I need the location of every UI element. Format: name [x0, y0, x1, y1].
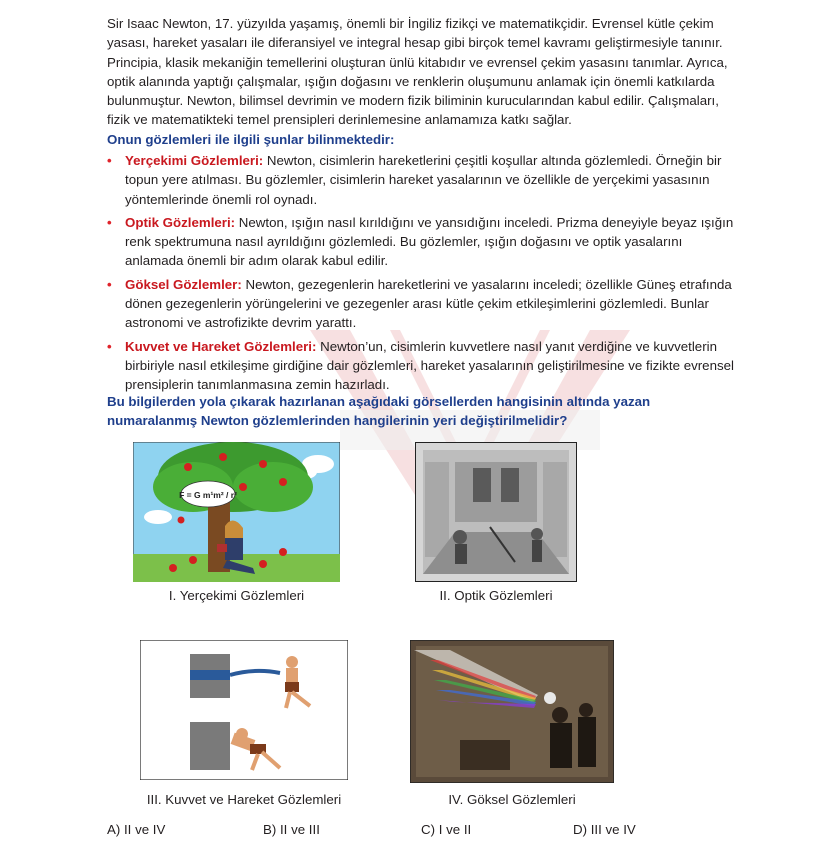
figure-caption: II. Optik Gözlemleri	[439, 588, 553, 603]
observations-list	[107, 151, 739, 399]
figure-caption: I. Yerçekimi Gözlemleri	[168, 588, 305, 603]
observations-heading: Onun gözlemleri ile ilgili şunlar bilinmektedir:	[107, 132, 395, 147]
figure-caption: III. Kuvvet ve Hareket Gözlemleri	[146, 792, 342, 807]
list-item	[107, 213, 739, 271]
answer-option-d[interactable]: D) III ve IV	[573, 822, 636, 837]
intro-paragraph: Sir Isaac Newton, 17. yüzyılda yaşamış, önemli bir İngiliz fizikçi ve matematikçidir. Evrensel kütle çekim yasası, hareket yasaları ile diferansiyel ve integral hesap gibi birçok temel kavramı geliştirmesiyle tanınır. Principia, klasik mekaniğin temellerini oluşturan ünlü kitabıdır ve evrensel çekim yasasını tanımlar. Ayrıca, optik alanında yaptığı çalışmalar, ışığın doğasını ve renklerin oluşumunu anlamak için önemli katkılarda bulunmuştur. Newton, bilimsel devrimin ve modern fizik biliminin kurucularından kabul edilir. Çalışmaları, fizik ve matematikteki temel prensipleri derinlemesine anlamamıza katkı sağlar.	[107, 16, 728, 128]
room-engraving-image	[415, 442, 577, 582]
list-item	[107, 151, 739, 209]
figure-caption: IV. Göksel Gözlemleri	[448, 792, 576, 807]
observation-text: Newton, ışığın nasıl kırıldığını ve yansıdığını inceledi. Prizma deneyiyle beyaz ışığın renk spektrumuna nasıl ayrıldığını gözlemledi. Bu gözlemler, ışığın doğasını ve optik yasalarını anlamada önemli bir adım olarak kabul edilir.	[125, 214, 734, 269]
observation-text: Newton, cisimlerin hareketlerini çeşitli koşullar altında gözlemledi. Örneğin bir topun yere atılması. Bu gözlemler, cisimlerin hareket yasalarının ve özellikle de yerçekimi yasasının yöntemlerinde önemli rol oynadı.	[125, 153, 722, 207]
answer-option-c[interactable]: C) I ve II	[421, 822, 472, 837]
answer-option-b[interactable]: B) II ve III	[263, 822, 320, 837]
observation-text: Newton, gezegenlerin hareketlerini ve yasalarını inceledi; özellikle Güneş etrafında dönen gezegenlerin yörüngelerini ve gezegenler arası kütle çekim etkileşimlerini gözlemledi. Bunlar astronomi ve astrofizikte devrim yarattı.	[125, 276, 732, 331]
question-text: Bu bilgilerden yola çıkarak hazırlanan aşağıdaki görsellerden hangisinin altında yazan numaralanmış Newton gözlemlerinden hangilerinin yeri değiştirilmelidir?	[107, 394, 651, 429]
observation-term: Yerçekimi Gözlemleri:	[125, 153, 264, 168]
prism-experiment-image	[410, 640, 614, 783]
formula-label: F = G m¹m² / r²	[179, 490, 237, 500]
newton-apple-tree-image	[133, 442, 340, 582]
answer-option-a[interactable]: A) II ve IV	[107, 822, 166, 837]
bullet-icon: •	[107, 338, 112, 354]
observation-text: Newton’un, cisimlerin kuvvetlere nasıl yanıt verdiğine ve kuvvetlerin birbiriyle nasıl etkileşime girdiğine dair gözlemleri, hareket yasalarının geliştirilmesine ve fizikte evrensel prensiplerin tanımlanmasına zemin hazırladı.	[125, 338, 734, 393]
bullet-icon: •	[107, 214, 112, 230]
list-item	[107, 275, 739, 333]
observation-term: Optik Gözlemleri:	[125, 214, 236, 230]
bullet-icon: •	[107, 153, 112, 168]
observation-term: Kuvvet ve Hareket Gözlemleri:	[125, 338, 317, 354]
bullet-icon: •	[107, 276, 112, 292]
observation-term: Göksel Gözlemler:	[125, 276, 242, 292]
list-item	[107, 337, 739, 395]
push-pull-image	[140, 640, 348, 780]
